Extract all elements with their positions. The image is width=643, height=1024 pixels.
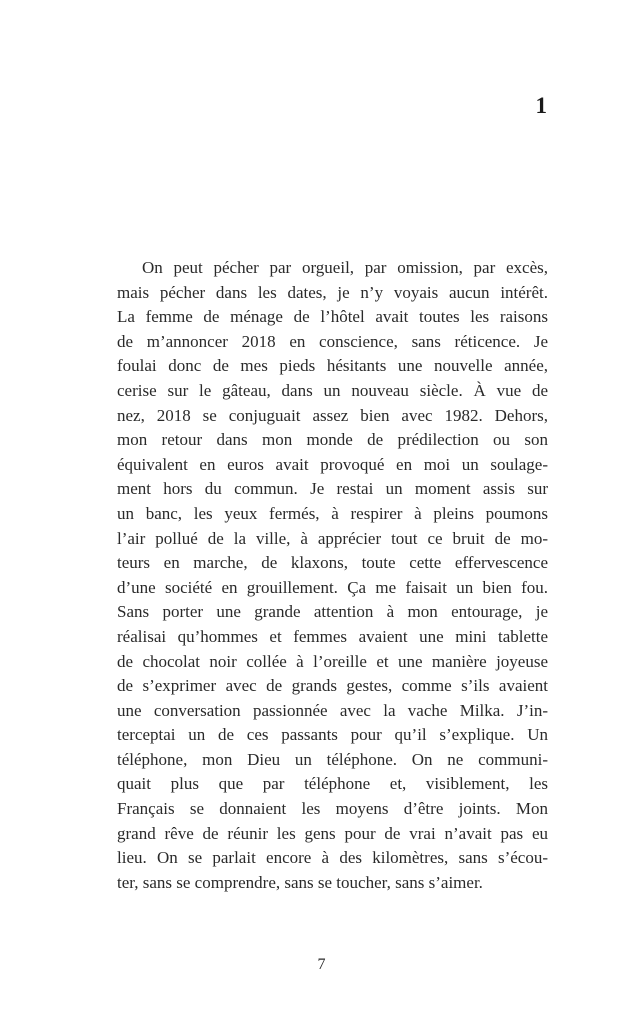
- text-line: l’air pollué de la ville, à apprécier tout ce bruit de mo-: [117, 528, 548, 548]
- text-line: ment hors du commun. Je restai un moment assis sur: [117, 479, 548, 499]
- text-line: teurs en marche, de klaxons, toute cette effervescence: [117, 553, 548, 573]
- page-number: 7: [317, 956, 326, 973]
- text-line: mais pécher dans les dates, je n’y voyais aucun intérêt.: [117, 282, 548, 302]
- text-line: équivalent en euros avait provoqué en moi un soulage-: [117, 454, 548, 474]
- text-line: un banc, les yeux fermés, à respirer à pleins poumons: [117, 503, 548, 523]
- chapter-number: 1: [535, 93, 547, 118]
- text-line: de chocolat noir collée à l’oreille et une manière joyeuse: [117, 651, 548, 671]
- body-paragraph: [117, 256, 548, 895]
- text-line: On peut pécher par orgueil, par omission, par excès,: [142, 258, 548, 277]
- text-line: quait plus que par téléphone et, visiblement, les: [117, 774, 548, 794]
- text-line: réalisai qu’hommes et femmes avaient une mini tablette: [117, 626, 548, 646]
- text-line: une conversation passionnée avec la vache Milka. J’in-: [117, 700, 548, 720]
- text-line: Français se donnaient les moyens d’être joints. Mon: [117, 799, 548, 819]
- text-line: de s’exprimer avec de grands gestes, comme s’ils avaient: [117, 676, 548, 696]
- text-line: Sans porter une grande attention à mon entourage, je: [117, 602, 548, 622]
- text-line: terceptai un de ces passants pour qu’il s’explique. Un: [117, 725, 548, 745]
- text-line: téléphone, mon Dieu un téléphone. On ne communi-: [117, 749, 548, 769]
- text-line: mon retour dans mon monde de prédilection ou son: [117, 430, 548, 450]
- text-line: de m’annoncer 2018 en conscience, sans réticence. Je: [117, 331, 548, 351]
- text-line: nez, 2018 se conjuguait assez bien avec 1982. Dehors,: [117, 405, 548, 425]
- text-line: cerise sur le gâteau, dans un nouveau siècle. À vue de: [117, 380, 548, 400]
- text-line: lieu. On se parlait encore à des kilomètres, sans s’écou-: [117, 848, 548, 868]
- text-line: ter, sans se comprendre, sans se toucher, sans s’aimer.: [117, 872, 483, 892]
- text-line: La femme de ménage de l’hôtel avait toutes les raisons: [117, 307, 548, 327]
- text-line: foulai donc de mes pieds hésitants une nouvelle année,: [117, 356, 548, 376]
- text-line: grand rêve de réunir les gens pour de vrai n’avait pas eu: [117, 823, 548, 843]
- text-line: d’une société en grouillement. Ça me faisait un bien fou.: [117, 577, 548, 597]
